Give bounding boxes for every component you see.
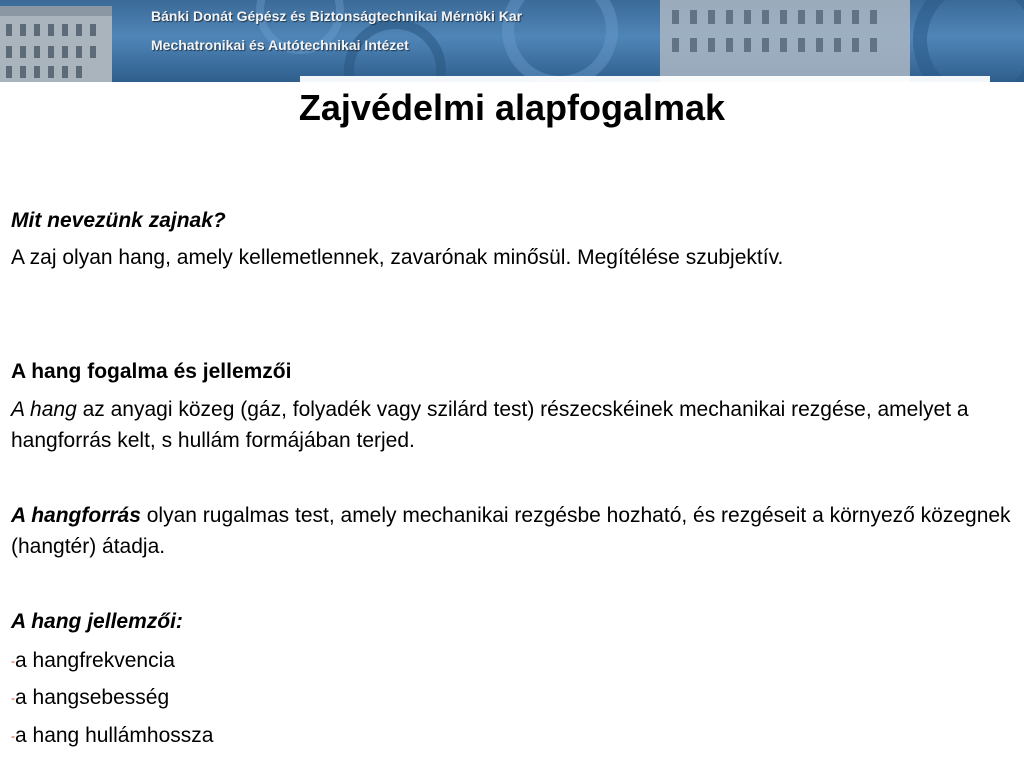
- list-item: [11, 645, 1011, 677]
- bullet-dash: -: [11, 654, 15, 668]
- noise-answer: A zaj olyan hang, amely kellemetlennek, zavarónak minősül. Megítélése szubjektív.: [11, 246, 784, 269]
- faculty-name: Bánki Donát Gépész és Biztonságtechnikai Mérnöki Kar: [151, 8, 523, 24]
- header-banner: [0, 0, 1024, 82]
- bullet-dash: -: [11, 691, 15, 705]
- sound-definition-text: az anyagi közeg (gáz, folyadék vagy szilárd test) részecskéinek mechanikai rezgése, amelyet a hangforrás kelt, s hullám formájában terjed.: [11, 398, 969, 452]
- list-item: [11, 720, 1011, 752]
- list-item: [11, 682, 1011, 714]
- sound-heading: A hang fogalma és jellemzői: [11, 360, 292, 383]
- sound-characteristics-heading: A hang jellemzői:: [11, 610, 183, 633]
- institute-name: Mechatronikai és Autótechnikai Intézet: [151, 37, 409, 53]
- list-item-text: a hangfrekvencia: [15, 649, 175, 672]
- list-item-text: a hang hullámhossza: [15, 724, 214, 747]
- sound-term: A hang: [11, 398, 77, 421]
- list-item-text: a hangsebesség: [15, 686, 170, 709]
- slide-title: Zajvédelmi alapfogalmak: [298, 87, 726, 128]
- sound-source-term: A hangforrás: [11, 504, 141, 527]
- sound-source-definition-text: olyan rugalmas test, amely mechanikai rezgésbe hozható, és rezgéseit a környező közegnek (hangtér) átadja.: [11, 504, 1011, 558]
- sound-definition: [11, 394, 1011, 456]
- sound-source-definition: [11, 500, 1011, 562]
- bullet-dash: -: [11, 729, 15, 743]
- noise-question: Mit nevezünk zajnak?: [11, 209, 226, 232]
